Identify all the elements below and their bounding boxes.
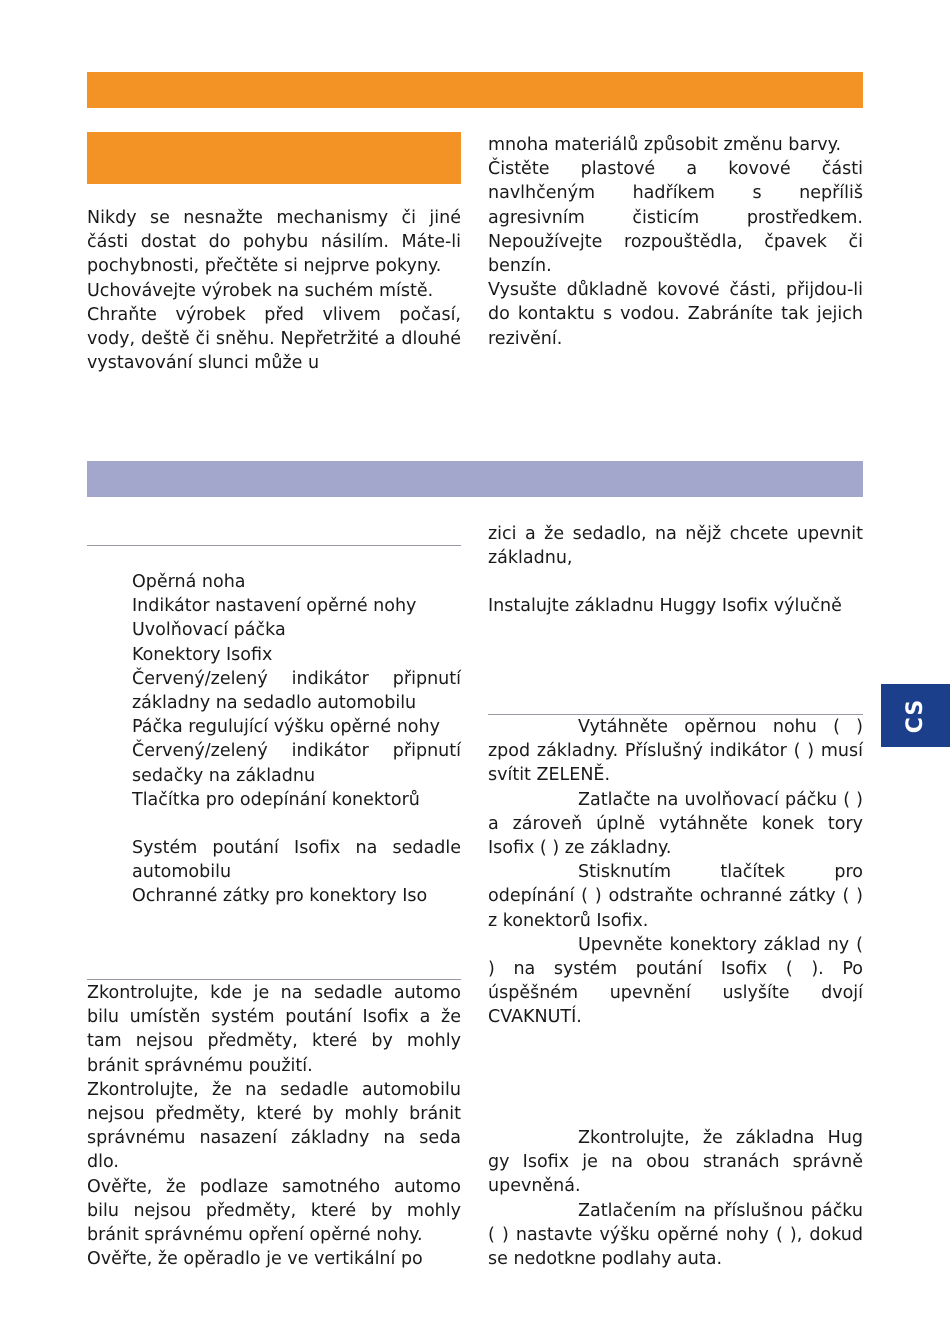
step-paragraph: Zatlačením na příslušnou páčku ( ) nastavte výšku opěrné nohy ( ), dokud se nedotkne podlahy auta. bbox=[488, 1200, 863, 1270]
right-top-text bbox=[488, 522, 863, 619]
checks-column bbox=[87, 981, 461, 1271]
care-left-column bbox=[87, 206, 461, 375]
check-paragraph: Ověřte, že podlaze samotného automo bilu nejsou předměty, které by mohly bránit správnému opření opěrné nohy. bbox=[87, 1176, 461, 1246]
care-paragraph: Vysušte důkladně kovové části, přijdou-li do kontaktu s vodou. Zabráníte tak jejich rezivění. bbox=[488, 280, 863, 349]
step-paragraph: Vytáhněte opěrnou nohu ( ) zpod základny. Příslušný indikátor ( ) musí svítit ZELENĚ. bbox=[488, 717, 863, 786]
components-list bbox=[87, 570, 461, 909]
care-paragraph: Uchovávejte výrobek na suchém místě. bbox=[87, 280, 434, 301]
divider-line bbox=[87, 545, 461, 546]
care-right-column bbox=[488, 133, 863, 351]
step-paragraph: Stisknutím tlačítek pro odepínání ( ) odstraňte ochranné zátky ( ) z konektorů Isofix. bbox=[488, 862, 863, 931]
list-item: Indikátor nastavení opěrné nohy bbox=[132, 596, 417, 617]
list-item: Tlačítka pro odepínání konektorů bbox=[132, 789, 420, 810]
step-paragraph: Upevněte konektory základ ny ( ) na systém poutání Isofix ( ). Po úspěšném upevnění uslyšíte dvojí CVAKNUTÍ. bbox=[488, 934, 863, 1028]
list-item: Červený/zelený indikátor připnutí sedačky na základnu bbox=[132, 741, 461, 786]
step-paragraph: Zatlačte na uvolňovací páčku ( ) a zároveň úplně vytáhněte konek tory Isofix ( ) ze základny. bbox=[488, 789, 863, 859]
language-tab-label: CS bbox=[902, 698, 928, 733]
check-paragraph: Zkontrolujte, že na sedadle automobilu nejsou předměty, které by mohly bránit správnému nasazení základny na seda dlo. bbox=[87, 1079, 461, 1173]
check-paragraph: Ověřte, že opěradlo je ve vertikální po bbox=[87, 1249, 423, 1270]
list-item: Páčka regulující výšku opěrné nohy bbox=[132, 717, 440, 738]
section-divider-bar bbox=[87, 461, 863, 497]
list-item: Systém poutání Isofix na sedadle automobilu bbox=[132, 838, 461, 883]
text-paragraph: zici a že sedadlo, na nějž chcete upevnit základnu, bbox=[488, 524, 863, 569]
care-paragraph: Nikdy se nesnažte mechanismy či jiné části dostat do pohybu násilím. Máte-li pochybnosti, přečtěte si nejprve pokyny. bbox=[87, 208, 461, 277]
care-paragraph: mnoha materiálů způsobit změnu barvy. bbox=[488, 135, 842, 155]
language-tab bbox=[881, 684, 950, 747]
list-item: Ochranné zátky pro konektory Iso bbox=[132, 886, 428, 907]
list-item: Konektory Isofix bbox=[132, 644, 273, 665]
header-bar bbox=[87, 72, 863, 108]
steps2-column bbox=[488, 1126, 863, 1271]
check-paragraph: Zkontrolujte, kde je na sedadle automo bilu umístěn systém poutání Isofix a že tam nejsou předměty, které by mohly bránit správnému použití. bbox=[87, 983, 461, 1076]
list-item: Červený/zelený indikátor připnutí základny na sedadlo automobilu bbox=[132, 668, 461, 714]
care-paragraph: Chraňte výrobek před vlivem počasí, vody, deště či sněhu. Nepřetržité a dlouhé vystavování slunci může u bbox=[87, 304, 461, 374]
list-item: Uvolňovací páčka bbox=[132, 620, 286, 641]
text-paragraph: Instalujte základnu Huggy Isofix výlučně bbox=[488, 596, 842, 617]
step-paragraph: Zkontrolujte, že základna Hug gy Isofix je na obou stranách správně upevněná. bbox=[488, 1128, 863, 1197]
steps-column bbox=[488, 715, 863, 1030]
list-item: Opěrná noha bbox=[132, 572, 246, 592]
care-paragraph: Čistěte plastové a kovové části navlhčeným hadříkem s nepříliš agresivním čisticím prostředkem. Nepoužívejte rozpouštědla, čpavek či benzín. bbox=[488, 159, 863, 277]
section-heading-bar bbox=[87, 132, 461, 184]
divider-line bbox=[87, 979, 461, 980]
